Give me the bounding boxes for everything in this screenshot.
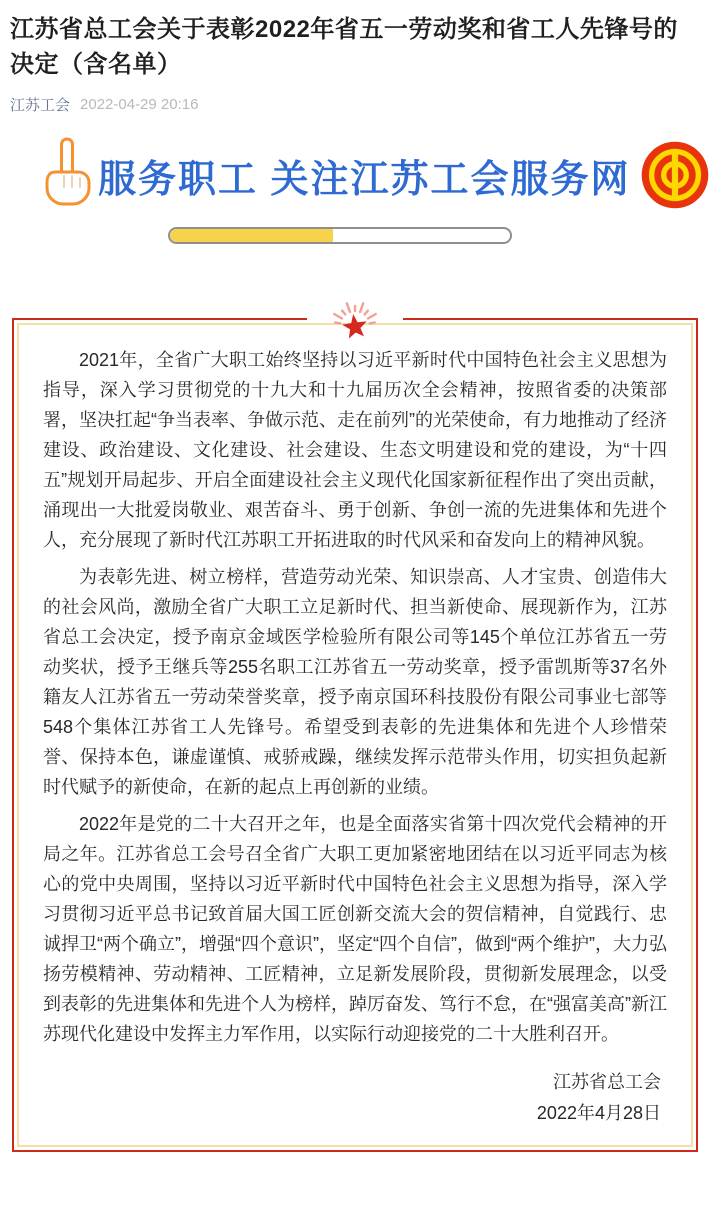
banner-slogan-text: 服务职工 关注江苏工会服务网 — [98, 158, 631, 201]
banner-progress-fill — [170, 229, 333, 242]
signature-date: 2022年4月28日 — [536, 1103, 661, 1123]
pointing-hand-icon — [42, 136, 92, 208]
source-account-link[interactable]: 江苏工会 — [10, 97, 71, 114]
decision-document-content — [17, 323, 693, 1147]
paragraph-award-decision: 为表彰先进、树立榜样，营造劳动光荣、知识崇高、人才宝贵、创造伟大的社会风尚，激励全省广大职工立足新时代、担当新使命、展现新作为，江苏省总工会决定，授予南京金域医学检验所有限公司等145个单位江苏省五一劳动奖状，授予王继兵等255名职工江苏省五一劳动奖章，授予雷凯斯等37名外籍友人江苏省五一劳动荣誉奖章，授予南京国环科技股份有限公司事业七部等548个集体江苏省工人先锋号。希望受到表彰的先进集体和先进个人珍惜荣誉、保持本色，谦虚谨慎、戒骄戒躁，继续发挥示范带头作用，切实担负起新时代赋予的新使命，在新的起点上再创新的业绩。 — [43, 567, 667, 797]
signature-org: 江苏省总工会 — [553, 1072, 661, 1092]
article-header — [0, 0, 710, 115]
trade-union-emblem-icon — [639, 139, 710, 211]
paragraph-2021-review: 2021年，全省广大职工始终坚持以习近平新时代中国特色社会主义思想为指导，深入学习贯彻党的十九大和十九届历次全会精神，按照省委的决策部署，坚决扛起“争当表率、争做示范、走在前列”的光荣使命，有力地推动了经济建设、政治建设、文化建设、社会建设、生态文明建设和党的建设，为“十四五”规划开局起步、开启全面建设社会主义现代化国家新征程作出了突出贡献，涌现出一大批爱岗敬业、艰苦奋斗、勇于创新、争创一流的先进集体和先进个人，充分展现了新时代江苏职工开拓进取的时代风采和奋发向上的精神风貌。 — [43, 350, 667, 550]
decision-document-box — [12, 318, 698, 1152]
paragraph-2022-call: 2022年是党的二十大召开之年，也是全面落实省第十四次党代会精神的开局之年。江苏省总工会号召全省广大职工更加紧密地团结在以习近平同志为核心的党中央周围，坚持以习近平新时代中国特色社会主义思想为指导，深入学习贯彻习近平总书记致首届大国工匠创新交流大会的贺信精神，自觉践行、忠诚捍卫“两个确立”，增强“四个意识”，坚定“四个自信”，做到“两个维护”，大力弘扬劳模精神、劳动精神、工匠精神，立足新发展阶段，贯彻新发展理念，以受到表彰的先进集体和先进个人为榜样，踔厉奋发、笃行不怠，在“强富美高”新江苏现代化建设中发挥主力军作用，以实际行动迎接党的二十大胜利召开。 — [43, 814, 667, 1044]
publish-timestamp: 2022-04-29 20:16 — [80, 96, 199, 113]
red-star-rays-icon — [307, 297, 403, 341]
byline — [10, 94, 700, 115]
signature-block — [43, 1067, 667, 1129]
banner-progress-bar — [168, 227, 512, 244]
banner-image[interactable] — [0, 139, 710, 211]
page-title: 江苏省总工会关于表彰2022年省五一劳动奖和省工人先锋号的决定（含名单） — [10, 16, 678, 78]
